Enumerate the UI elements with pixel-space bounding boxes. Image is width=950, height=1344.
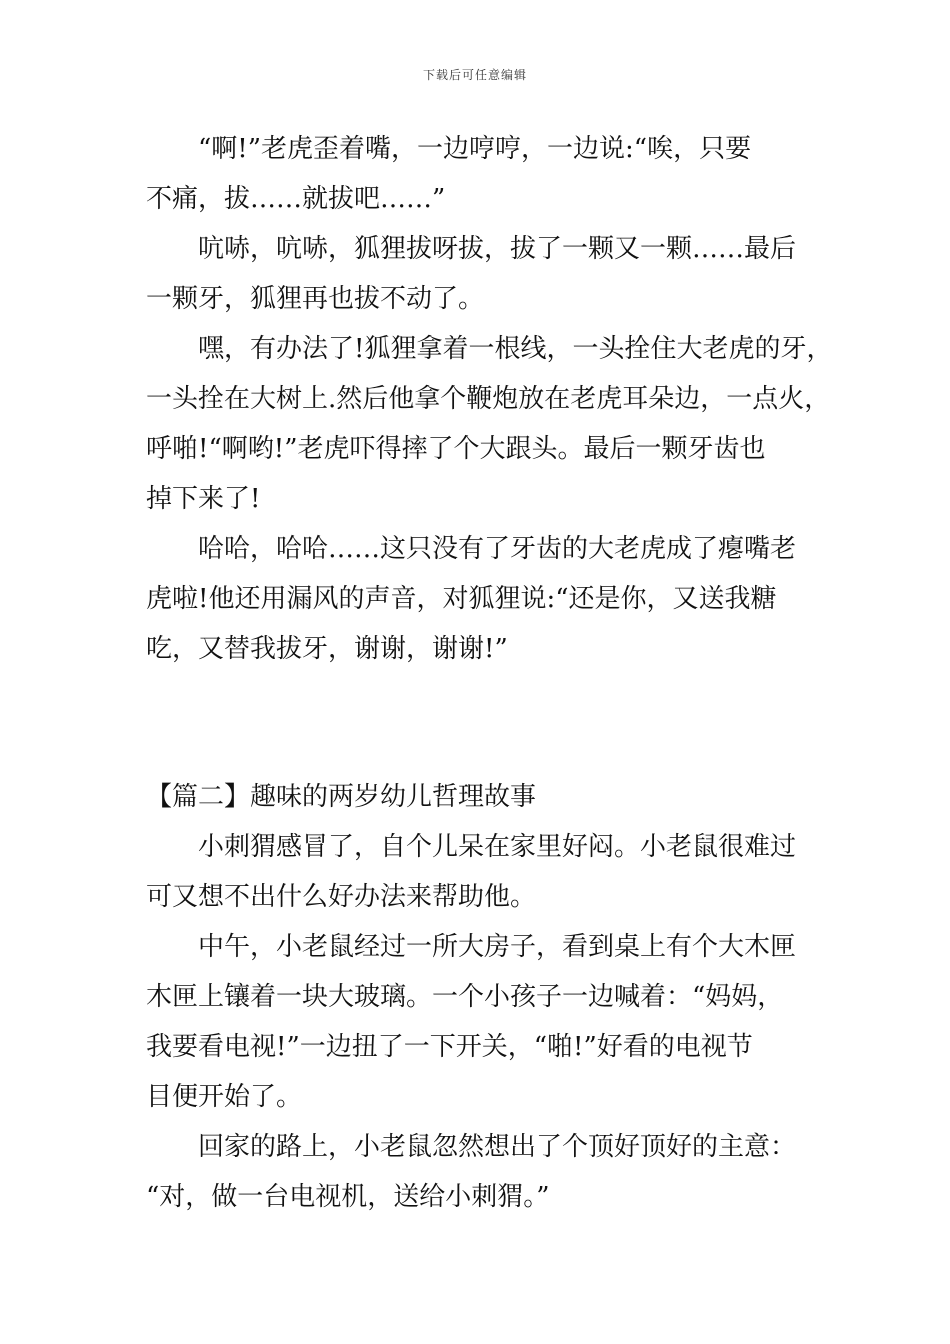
text-line: 回家的路上，小老鼠忽然想出了个顶好顶好的主意：: [198, 1132, 797, 1162]
text-line: 目便开始了。: [146, 1082, 303, 1112]
text-line: 嘿，有办法了!狐狸拿着一根线，一头拴住大老虎的牙，: [198, 334, 833, 364]
text-line: 呼啪!“啊哟!”老虎吓得摔了个大跟头。最后一颗牙齿也: [146, 434, 766, 464]
text-line: 吃，又替我拔牙，谢谢，谢谢!”: [146, 634, 508, 664]
text-line: 虎啦!他还用漏风的声音，对狐狸说:“还是你，又送我糖: [146, 584, 777, 614]
text-line: 哈哈，哈哈……这只没有了牙齿的大老虎成了瘪嘴老: [198, 534, 797, 564]
text-line: “啊!”老虎歪着嘴，一边哼哼，一边说:“唉，只要: [198, 134, 752, 164]
text-line: 一颗牙，狐狸再也拔不动了。: [146, 284, 485, 314]
header-note: 下载后可任意编辑: [422, 68, 527, 82]
text-line: 一头拴在大树上.然后他拿个鞭炮放在老虎耳朵边，一点火，: [146, 384, 831, 414]
text-line: 可又想不出什么好办法来帮助他。: [146, 882, 537, 912]
section-heading: 【篇二】趣味的两岁幼儿哲理故事: [146, 782, 537, 812]
text-line: 中午，小老鼠经过一所大房子，看到桌上有个大木匣: [198, 932, 797, 962]
text-line: 木匣上镶着一块大玻璃。一个小孩子一边喊着：“妈妈，: [146, 982, 784, 1012]
text-line: 小刺猬感冒了，自个儿呆在家里好闷。小老鼠很难过: [198, 832, 797, 862]
text-line: “对，做一台电视机，送给小刺猬。”: [146, 1182, 550, 1212]
text-line: 掉下来了!: [146, 484, 261, 514]
text-line: 我要看电视!”一边扭了一下开关，“啪!”好看的电视节: [146, 1032, 753, 1062]
text-line: 不痛，拔……就拔吧……”: [146, 184, 446, 214]
text-line: 吭哧，吭哧，狐狸拔呀拔，拔了一颗又一颗……最后: [198, 234, 797, 264]
